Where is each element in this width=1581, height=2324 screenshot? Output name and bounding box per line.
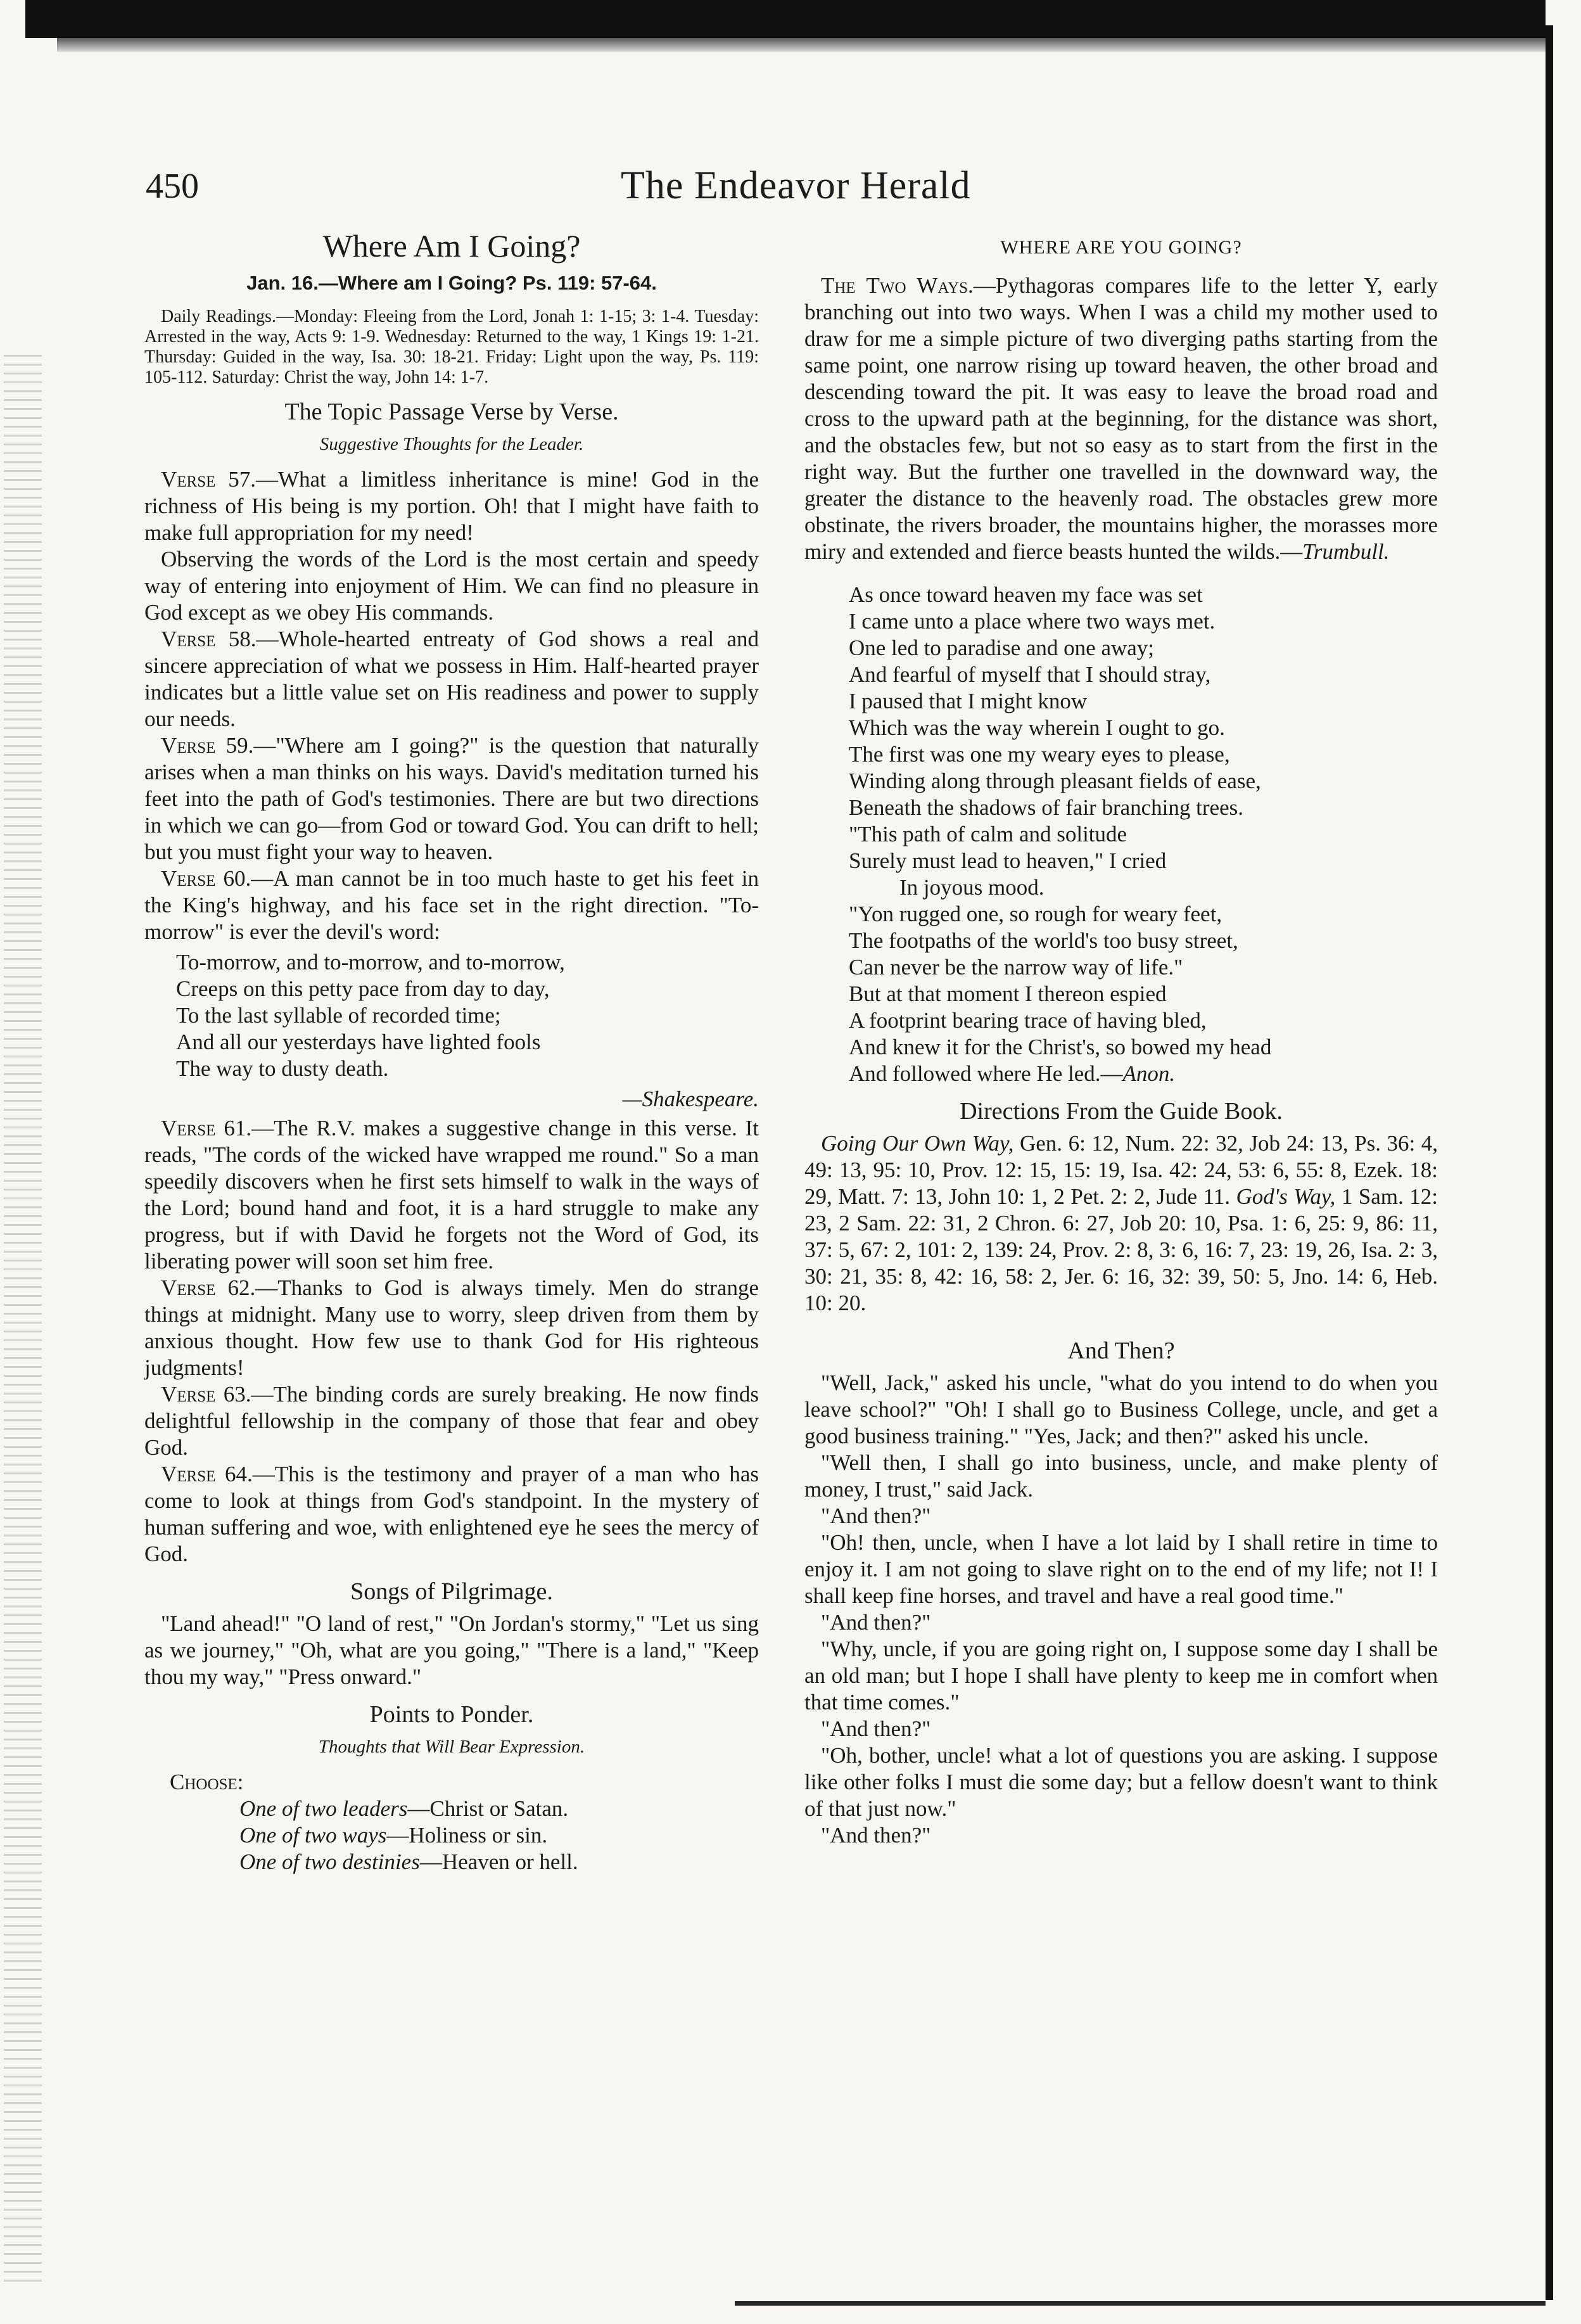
two-ways-paragraph	[804, 272, 1438, 565]
choose-item	[239, 1822, 759, 1849]
quote-line: To the last syllable of recorded time;	[176, 1003, 501, 1028]
poem-line-text: And followed where He led.—	[849, 1061, 1123, 1086]
poem-line: Which was the way wherein I ought to go.	[849, 715, 1225, 740]
verse-text: —A man cannot be in too much haste to get his feet in the King's highway, and his face set in the right direction. "To-morrow" is ever the devil's word:	[144, 866, 759, 944]
two-ways-attribution: Trumbull.	[1302, 539, 1390, 564]
directions-own-label: Going Our Own Way,	[821, 1131, 1014, 1156]
right-border	[1546, 25, 1553, 2300]
poem-line: One led to paradise and one away;	[849, 635, 1155, 660]
directions-heading: Directions From the Guide Book.	[960, 1098, 1283, 1125]
poem-line: Can never be the narrow way of life."	[849, 955, 1183, 980]
verse-64	[144, 1461, 759, 1567]
quote-line: And all our yesterdays have lighted fools	[176, 1030, 541, 1054]
verse-text: —Whole-hearted entreaty of God shows a real and sincere appreciation of what we possess in Him. Half-hearted prayer indicates but a little value set on His readiness and power to supply our needs.	[144, 627, 759, 731]
story-paragraph: "And then?"	[821, 1504, 931, 1528]
choose-item	[239, 1849, 759, 1875]
poem-line: And knew it for the Christ's, so bowed my head	[849, 1035, 1272, 1059]
daily-readings: Daily Readings.—Monday: Fleeing from the Lord, Jonah 1: 1-15; 3: 1-4. Tuesday: Arrested in the way, Acts 9: 1-9. Wednesday: Returned to the way, 1 Kings 19: 1-21. Thursday: Guided in the way, Isa. 30: 18-21. Friday: Light upon the way, Ps. 119: 105-112. Saturday: Christ the way, John 14: 1-7.	[144, 307, 759, 387]
quote-line: To-morrow, and to-morrow, and to-morrow,	[176, 950, 565, 974]
story-paragraph: "And then?"	[821, 1610, 931, 1635]
verse-57	[144, 466, 759, 546]
choose-label: Choose:	[170, 1770, 244, 1794]
verse-text: —Thanks to God is always timely. Men do strange things at midnight. Many use to worry, sleep driven from them by anxious thought. How few use to thank God for His righteous judgments!	[144, 1275, 759, 1380]
points-subheading: Thoughts that Will Bear Expression.	[318, 1737, 585, 1757]
choose-item-text: —Heaven or hell.	[419, 1849, 578, 1874]
verse-63	[144, 1381, 759, 1461]
poem	[849, 582, 1438, 1087]
verse-label: Verse 58.	[161, 627, 257, 651]
story-paragraph: "Well then, I shall go into business, uncle, and make plenty of money, I trust," said Jack.	[804, 1450, 1438, 1502]
story-paragraph: "And then?"	[821, 1716, 931, 1741]
poem-line: "Yon rugged one, so rough for weary feet,	[849, 902, 1222, 926]
poem-line: As once toward heaven my face was set	[849, 582, 1203, 607]
poem-line: But at that moment I thereon espied	[849, 981, 1167, 1006]
page-title: The Endeavor Herald	[621, 164, 971, 207]
poem-line: And fearful of myself that I should stray,	[849, 662, 1211, 687]
poem-line: Winding along through pleasant fields of ease,	[849, 769, 1261, 793]
choose-item-text: —Holiness or sin.	[386, 1823, 548, 1848]
choose-item-emph: One of two ways	[239, 1823, 387, 1848]
verse-text: —The R.V. makes a suggestive change in this verse. It reads, "The cords of the wicked have wrapped me round." So a man speedily discovers when he first sets himself to walk in the ways of the Lord; bound hand and foot, it is a hard struggle to make any progress, but if with David he forgets not the Word of God, its liberating power will soon set him free.	[144, 1116, 759, 1274]
left-column	[144, 228, 759, 1875]
and-then-heading: And Then?	[1067, 1338, 1175, 1364]
poem-line: In joyous mood.	[899, 875, 1044, 900]
choose-item-emph: One of two leaders	[239, 1796, 408, 1821]
story-paragraph: "Why, uncle, if you are going right on, I suppose some day I shall be an old man; but I hope I shall have plenty to keep me in comfort when that time comes."	[804, 1637, 1438, 1714]
verse-label: Verse 61.	[161, 1116, 252, 1140]
story-paragraph: "Oh, bother, uncle! what a lot of questions you are asking. I suppose like other folks I must die some day; but a fellow doesn't want to think of that just now."	[804, 1743, 1438, 1821]
dateline: Jan. 16.—Where am I Going? Ps. 119: 57-64.	[246, 272, 657, 294]
verse-59	[144, 732, 759, 865]
verse-57-note: Observing the words of the Lord is the most certain and speedy way of entering into enjoyment of Him. We can find no pleasure in God except as we obey His commands.	[144, 547, 759, 625]
verse-text: —This is the testimony and prayer of a man who has come to look at things from God's standpoint. In the mystery of human suffering and woe, with enlightened eye he sees the mercy of God.	[144, 1462, 759, 1566]
poem-line: Beneath the shadows of fair branching trees.	[849, 795, 1243, 820]
verse-58	[144, 626, 759, 732]
directions-own-refs: Gen. 6: 12, Num. 22: 32, Job 24: 13, Ps. 36: 4, 49: 13, 95: 10, Prov. 12: 15, 15: 19, Isa. 42: 24, 53: 6, 55: 8, Ezek. 18: 29, Matt. 7: 13, John 10: 1, 2 Pet. 2: 2, Jude 11.	[804, 1131, 1438, 1209]
songs-text: "Land ahead!" "O land of rest," "On Jordan's stormy," "Let us sing as we journey," "Oh, what are you going," "There is a land," "Keep thou my way," "Press onward."	[144, 1611, 759, 1689]
choose-item-emph: One of two destinies	[239, 1849, 420, 1874]
verse-text: —"Where am I going?" is the question that naturally arises when a man thinks on his ways. David's meditation turned his feet into the path of God's testimonies. There are but two directions in which we can go—from God or toward God. You can drift to hell; but you must fight your way to heaven.	[144, 733, 759, 864]
top-border-shadow	[57, 38, 1546, 52]
page-number: 450	[146, 167, 199, 206]
points-heading: Points to Ponder.	[369, 1701, 534, 1728]
poem-line: A footprint bearing trace of having bled,	[849, 1008, 1207, 1033]
top-border	[25, 0, 1546, 38]
bottom-rule	[735, 2301, 1546, 2306]
directions-text	[804, 1130, 1438, 1317]
verse-62	[144, 1275, 759, 1381]
story-paragraph: "And then?"	[821, 1823, 931, 1848]
binding-edge	[4, 355, 42, 2287]
quote-attribution: —Shakespeare.	[622, 1087, 759, 1111]
directions-gods-refs: 1 Sam. 12: 23, 2 Sam. 22: 31, 2 Chron. 6: 27, Job 20: 10, Psa. 1: 6, 25: 9, 86: 11, 37: 5, 67: 2, 101: 2, 139: 24, Prov. 2: 8, 3: 6, 16: 7, 23: 19, 26, Isa. 2: 3, 30: 21, 35: 8, 42: 16, 58: 2, Jer. 6: 16, 32: 39, 50: 5, Jno. 14: 6, Heb. 10: 20.	[804, 1184, 1438, 1315]
story-paragraph: "Oh! then, uncle, when I have a lot laid by I shall retire in time to enjoy it. I am not going to slave right on to the end of my life; not I! I shall keep fine horses, and travel and have a real good time."	[804, 1530, 1438, 1608]
poem-line: I came unto a place where two ways met.	[849, 609, 1216, 634]
poem-line: Surely must lead to heaven," I cried	[849, 848, 1167, 873]
verse-61	[144, 1115, 759, 1275]
topic-heading: The Topic Passage Verse by Verse.	[284, 399, 619, 425]
poem-attribution: Anon.	[1122, 1061, 1176, 1086]
songs-heading: Songs of Pilgrimage.	[350, 1578, 553, 1605]
topic-subheading: Suggestive Thoughts for the Leader.	[319, 434, 584, 454]
shakespeare-quote	[176, 949, 759, 1082]
quote-line: The way to dusty death.	[176, 1056, 389, 1081]
verse-label: Verse 57.	[161, 467, 256, 492]
verse-label: Verse 62.	[161, 1275, 256, 1300]
verse-label: Verse 59.	[161, 733, 254, 758]
verse-text: —What a limitless inheritance is mine! God in the richness of His being is my portion. Oh! that I might have faith to make full appropriation for my need!	[144, 467, 759, 545]
section-heading: WHERE ARE YOU GOING?	[1000, 237, 1242, 258]
choose-item-text: —Christ or Satan.	[407, 1796, 569, 1821]
two-ways-text: —Pythagoras compares life to the letter Y, early branching out into two ways. When I was a child my mother used to draw for me a simple picture of two diverging paths starting from the same point, one narrow rising up toward heaven, the other broad and descending toward the pit. It was easy to leave the broad road and cross to the upward path at the beginning, for the distance was short, and the obstacles few, but not so easy as to start from the first in the right way. But the further one travelled in the downward way, the greater the distance to the heavenly road. The obstacles grew more obstinate, the rivers broader, the mountains higher, the morasses more miry and extended and fierce beasts hunted the wilds.—	[804, 273, 1438, 564]
poem-line: I paused that I might know	[849, 689, 1088, 713]
article-title: Where Am I Going?	[322, 228, 581, 264]
verse-label: Verse 64.	[161, 1462, 253, 1486]
verse-label: Verse 60.	[161, 866, 251, 891]
quote-line: Creeps on this petty pace from day to day,	[176, 976, 550, 1001]
verse-60	[144, 865, 759, 945]
poem-line: The first was one my weary eyes to please,	[849, 742, 1230, 767]
choose-list	[170, 1769, 759, 1875]
story-paragraph: "Well, Jack," asked his uncle, "what do you intend to do when you leave school?" "Oh! I shall go to Business College, uncle, and get a good business training." "Yes, Jack; and then?" asked his uncle.	[804, 1370, 1438, 1448]
verse-label: Verse 63.	[161, 1382, 251, 1407]
poem-line: The footpaths of the world's too busy street,	[849, 928, 1238, 953]
right-column	[804, 228, 1438, 1849]
choose-item	[239, 1796, 759, 1822]
poem-line: "This path of calm and solitude	[849, 822, 1127, 846]
verse-text: —The binding cords are surely breaking. He now finds delightful fellowship in the company of those that fear and obey God.	[144, 1382, 759, 1460]
directions-gods-label: God's Way,	[1236, 1184, 1336, 1209]
two-ways-label: The Two Ways.	[821, 273, 974, 298]
poem-line	[849, 1061, 1438, 1087]
